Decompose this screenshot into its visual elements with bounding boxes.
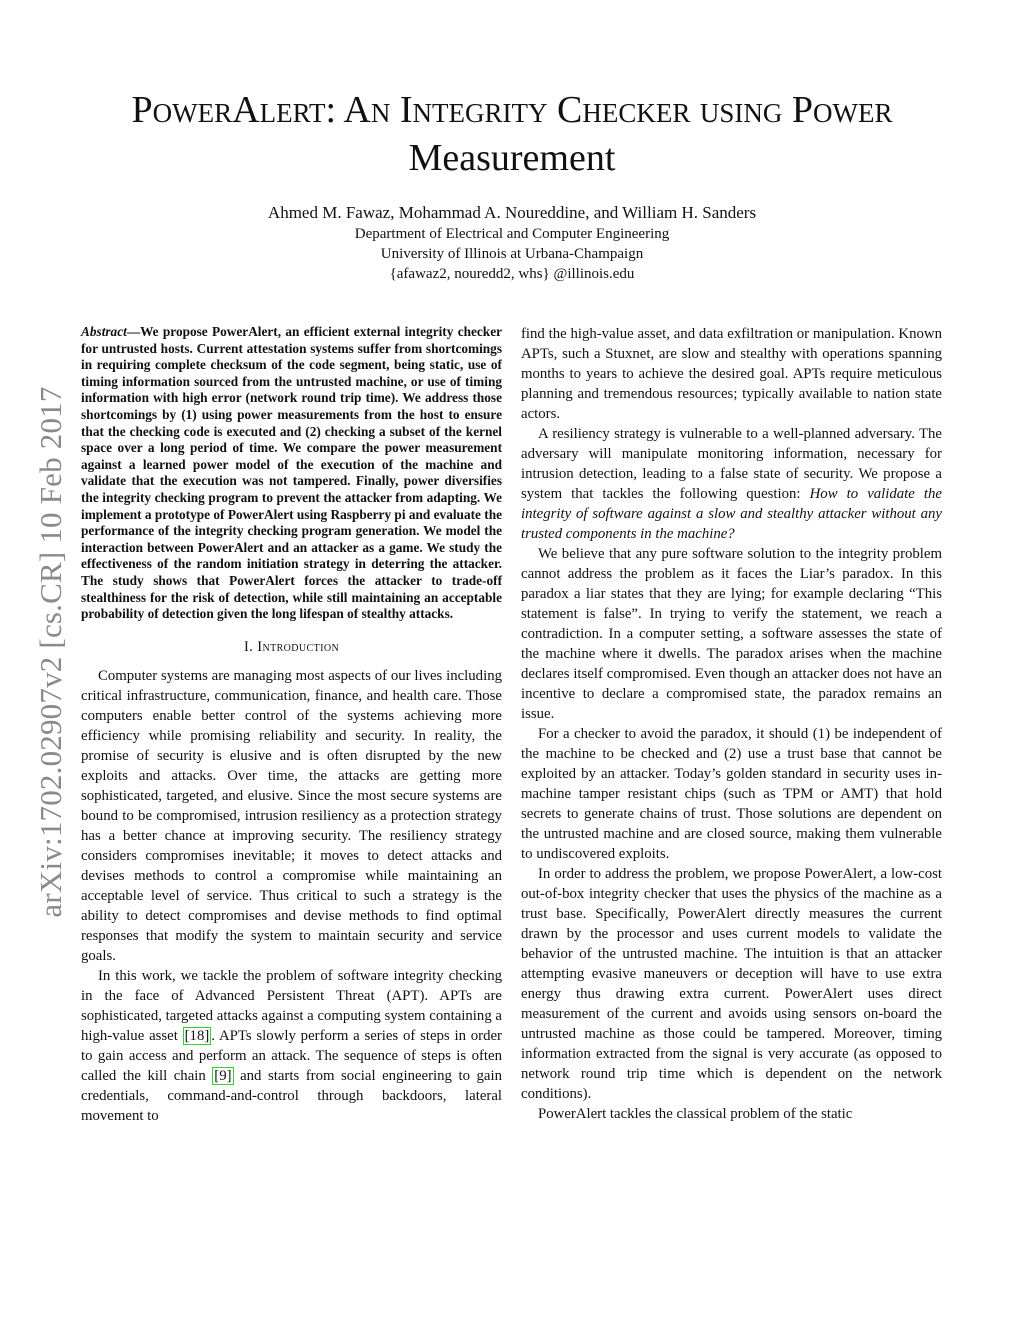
intro-paragraph-2-part-a: In this work, we tackle the problem of software integrity checking in the face of Advanced Persistent Threat (APT). APTs are sophisticated, targeted attacks against a computing system containing a high-value asset [81, 967, 502, 1044]
intro-paragraph-2 [81, 966, 502, 1126]
intro-paragraph-1: Computer systems are managing most aspects of our lives including critical infrastructure, communication, finance, and health care. Those computers enable better control of the systems achieving more efficiency while promising reliability and security. In reality, the promise of security is elusive and is often disrupted by the new exploits and attacks. Over time, the attacks are getting more sophisticated, targeted, and elusive. Since the most secure systems are bound to be compromised, intrusion resiliency as a protection strategy has a better chance at improving security. The resiliency strategy considers compromises inevitable; it moves to detect attacks and devises methods to control a compromise while maintaining an acceptable level of service. Thus critical to such a strategy is the ability to detect compromises and devise methods to find optimal responses that modify the system to maintain security and service goals. [81, 667, 502, 964]
citation-link-9[interactable]: [9] [214, 1067, 232, 1084]
author-university: University of Illinois at Urbana-Champaign [380, 246, 644, 262]
right-column [521, 324, 942, 1124]
right-paragraph-2-text: A resiliency strategy is vulnerable to a well-planned adversary. The adversary will manipulate monitoring information, necessary for intrusion detection, leading to a false state of security. We propose a system that tackles the following question: [521, 426, 942, 502]
intro-paragraph-2-part-b: . APTs slowly perform a series of steps in order to gain access and perform an attack. The sequence of steps is often called the kill chain [81, 1027, 502, 1084]
author-block [112, 202, 912, 284]
right-paragraph-6: PowerAlert tackles the classical problem of the static [538, 1106, 853, 1122]
arxiv-sidebar [28, 352, 74, 952]
abstract [81, 324, 502, 623]
right-paragraph-4: For a checker to avoid the paradox, it should (1) be independent of the machine to be checked and (2) use a trust base that cannot be exploited by an attacker. Today’s golden standard in security uses in-machine tamper resistant chips (such as TPM or AMT) that hold secrets to generate chains of trust. Those solutions are dependent on the untrusted machine and are closed source, making them vulnerable to undiscovered exploits. [521, 726, 942, 862]
title-line-2: Measurement [408, 137, 616, 179]
author-email: {afawaz2, nouredd2, whs} @illinois.edu [389, 266, 635, 282]
right-paragraph-3: We believe that any pure software solution to the integrity problem cannot address the problem as it faces the Liar’s paradox. In this paradox a liar states that they are lying; for example declaring “This statement is false”. In trying to verify the statement, we reach a contradiction. In a computer setting, a software assesses the state of the machine where it dwells. The paradox arises when the machine declares itself compromised. Even though an attacker does not have an incentive to declare a compromised state, the paradox remains an issue. [521, 546, 942, 722]
title-line-1: PowerAlert: An Integrity Checker using Power [131, 89, 893, 131]
intro-paragraph-2-part-c: and starts from social engineering to gain credentials, command-and-control through backdoors, lateral movement to [81, 1067, 502, 1124]
arxiv-identifier: arXiv:1702.02907v2 [cs.CR] 10 Feb 2017 [33, 386, 68, 918]
right-paragraph-1: find the high-value asset, and data exfiltration or manipulation. Known APTs, such a Stuxnet, are slow and stealthy with operations spanning months to years to achieve the desired goal. APTs require meticulous planning and tremendous resources; typically available to nation state actors. [521, 326, 942, 422]
right-paragraph-2 [521, 424, 942, 544]
left-column [81, 324, 502, 1126]
research-question: How to validate the integrity of software against a slow and stealthy attacker without any trusted components in the machine? [521, 486, 942, 542]
section-heading-introduction: I. Introduction [243, 638, 340, 655]
author-names: Ahmed M. Fawaz, Mohammad A. Noureddine, and William H. Sanders [267, 203, 757, 222]
abstract-label: Abstract [81, 324, 127, 339]
paper-title [60, 86, 964, 182]
right-paragraph-5: In order to address the problem, we propose PowerAlert, a low-cost out-of-box integrity checker that uses the physics of the machine as a trust base. Specifically, PowerAlert directly measures the current drawn by the processor and uses current models to validate the behavior of the untrusted machine. The intuition is that an attacker attempting evasive maneuvers or deception will have to use extra energy thus drawing extra current. PowerAlert uses direct measurement of the current and avoids using sensors on-board the untrusted machine as those could be tampered. Moreover, timing information extracted from the signal is very accurate (as opposed to network round trip time which is dependent on the network conditions). [521, 866, 942, 1102]
citation-link-18[interactable]: [18] [184, 1027, 210, 1044]
abstract-text: —We propose PowerAlert, an efficient external integrity checker for untrusted hosts. Current attestation systems suffer from shortcomings in requiring complete checksum of the code segment, being static, use of timing information sourced from the untrusted machine, or use of timing information with high error (network round trip time). We address those shortcomings by (1) using power measurements from the host to ensure that the checking code is executed and (2) checking a subset of the kernel space over a long period of time. We compare the power measurement against a learned power model of the execution of the machine and validate that the execution was not tampered. Finally, power diversifies the integrity checking program to prevent the attacker from adapting. We implement a prototype of PowerAlert using Raspberry pi and evaluate the performance of the integrity checking program generation. We model the interaction between PowerAlert and an attacker as a game. We study the effectiveness of the random initiation strategy in deterring the attacker. The study shows that PowerAlert forces the attacker to trade-off stealthiness for the risk of detection, while still maintaining an acceptable probability of detection given the long lifespan of stealthy attacks. [81, 324, 502, 622]
author-department: Department of Electrical and Computer Engineering [354, 226, 670, 242]
